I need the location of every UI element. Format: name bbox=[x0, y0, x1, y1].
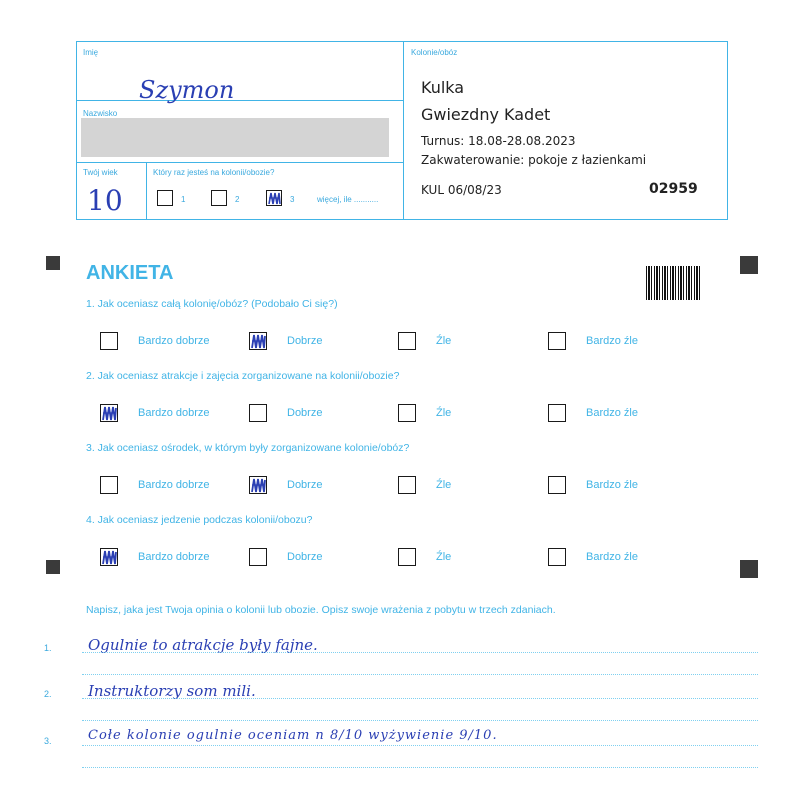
q1-checkbox-2[interactable] bbox=[249, 332, 267, 350]
row-divider-3 bbox=[146, 162, 147, 219]
q2-option-label-2: Dobrze bbox=[287, 407, 323, 419]
imie-label: Imię bbox=[83, 48, 99, 57]
imie-value[interactable]: Szymon bbox=[139, 76, 235, 104]
dotted-line bbox=[82, 652, 758, 653]
wiek-value[interactable]: 10 bbox=[87, 184, 123, 217]
opinion-line-1[interactable]: Ogulnie to atrakcje były fajne. bbox=[88, 636, 318, 654]
opinion-line-3[interactable]: Cołe kolonie ogulnie oceniam n 8/10 wyżywienie 9/10. bbox=[88, 728, 498, 743]
q2-option-label-3: Źle bbox=[436, 407, 452, 419]
q2-checkbox-2[interactable] bbox=[249, 404, 267, 422]
camp-name: Kulka bbox=[421, 78, 465, 97]
dotted-line bbox=[82, 720, 758, 721]
question-4: 4. Jak oceniasz jedzenie podczas kolonii/obozu? bbox=[86, 514, 313, 526]
q3-option-label-1: Bardzo dobrze bbox=[138, 479, 210, 491]
q2-option-label-1: Bardzo dobrze bbox=[138, 407, 210, 419]
q1-option-label-4: Bardzo źle bbox=[586, 335, 638, 347]
q1-option-label-3: Źle bbox=[436, 335, 452, 347]
nazwisko-redaction bbox=[81, 118, 389, 157]
registration-marker-br bbox=[740, 560, 758, 578]
registration-marker-tl bbox=[46, 256, 60, 270]
dotted-line bbox=[82, 767, 758, 768]
scribble-mark bbox=[268, 192, 281, 205]
registration-marker-bl bbox=[46, 560, 60, 574]
camp-subname: Gwiezdny Kadet bbox=[421, 105, 551, 124]
dotted-line bbox=[82, 674, 758, 675]
q3-checkbox-2[interactable] bbox=[249, 476, 267, 494]
q4-option-label-3: Źle bbox=[436, 551, 452, 563]
row-divider-1 bbox=[77, 100, 403, 101]
q1-checkbox-3[interactable] bbox=[398, 332, 416, 350]
q1-option-label-1: Bardzo dobrze bbox=[138, 335, 210, 347]
header-divider bbox=[403, 42, 404, 219]
q4-checkbox-4[interactable] bbox=[548, 548, 566, 566]
row-divider-2 bbox=[77, 162, 403, 163]
q4-checkbox-3[interactable] bbox=[398, 548, 416, 566]
q1-checkbox-1[interactable] bbox=[100, 332, 118, 350]
q4-option-label-4: Bardzo źle bbox=[586, 551, 638, 563]
ktory-raz-option-1: 1 bbox=[181, 195, 186, 204]
q4-option-label-2: Dobrze bbox=[287, 551, 323, 563]
dotted-line bbox=[82, 698, 758, 699]
q4-checkbox-1[interactable] bbox=[100, 548, 118, 566]
opinion-prompt: Napisz, jaka jest Twoja opinia o kolonii lub obozie. Opisz swoje wrażenia z pobytu w trzech zdaniach. bbox=[86, 604, 556, 616]
ktory-raz-checkbox-2[interactable] bbox=[211, 190, 227, 206]
scribble-mark bbox=[251, 478, 266, 493]
kolonie-label: Kolonie/obóz bbox=[411, 48, 458, 57]
scribble-mark bbox=[102, 406, 117, 421]
q3-checkbox-1[interactable] bbox=[100, 476, 118, 494]
line-number-1: 1. bbox=[44, 643, 52, 653]
q3-option-label-3: Źle bbox=[436, 479, 452, 491]
ktory-raz-label: Który raz jesteś na kolonii/obozie? bbox=[153, 168, 275, 177]
line-number-2: 2. bbox=[44, 689, 52, 699]
ktory-raz-checkbox-1[interactable] bbox=[157, 190, 173, 206]
question-2: 2. Jak oceniasz atrakcje i zajęcia zorganizowane na kolonii/obozie? bbox=[86, 370, 400, 382]
q2-checkbox-3[interactable] bbox=[398, 404, 416, 422]
q4-option-label-1: Bardzo dobrze bbox=[138, 551, 210, 563]
q2-checkbox-4[interactable] bbox=[548, 404, 566, 422]
q1-checkbox-4[interactable] bbox=[548, 332, 566, 350]
header-form bbox=[76, 41, 728, 220]
dotted-line bbox=[82, 745, 758, 746]
ktory-raz-option-2: 2 bbox=[235, 195, 240, 204]
registration-marker-tr bbox=[740, 256, 758, 274]
q1-option-label-2: Dobrze bbox=[287, 335, 323, 347]
scribble-mark bbox=[251, 334, 266, 349]
q3-checkbox-4[interactable] bbox=[548, 476, 566, 494]
zakwaterowanie: Zakwaterowanie: pokoje z łazienkami bbox=[421, 153, 647, 167]
q3-option-label-2: Dobrze bbox=[287, 479, 323, 491]
ktory-raz-option-3: 3 bbox=[290, 195, 295, 204]
q3-option-label-4: Bardzo źle bbox=[586, 479, 638, 491]
q4-checkbox-2[interactable] bbox=[249, 548, 267, 566]
opinion-line-2[interactable]: Instruktorzy som mili. bbox=[88, 682, 256, 700]
scribble-mark bbox=[102, 550, 117, 565]
q2-option-label-4: Bardzo źle bbox=[586, 407, 638, 419]
turnus: Turnus: 18.08-28.08.2023 bbox=[421, 134, 576, 148]
survey-title: ANKIETA bbox=[86, 262, 174, 284]
line-number-3: 3. bbox=[44, 736, 52, 746]
nazwisko-label: Nazwisko bbox=[83, 109, 118, 118]
wiek-label: Twój wiek bbox=[83, 168, 118, 177]
ktory-raz-checkbox-3[interactable] bbox=[266, 190, 282, 206]
question-1: 1. Jak oceniasz całą kolonię/obóz? (Podobało Ci się?) bbox=[86, 298, 338, 310]
question-3: 3. Jak oceniasz ośrodek, w którym były zorganizowane kolonie/obóz? bbox=[86, 442, 410, 454]
ktory-raz-option-wiecej: więcej, ile ........... bbox=[317, 195, 379, 204]
camp-code: KUL 06/08/23 bbox=[421, 183, 502, 197]
form-number: 02959 bbox=[649, 181, 698, 197]
q3-checkbox-3[interactable] bbox=[398, 476, 416, 494]
barcode bbox=[646, 266, 701, 300]
q2-checkbox-1[interactable] bbox=[100, 404, 118, 422]
